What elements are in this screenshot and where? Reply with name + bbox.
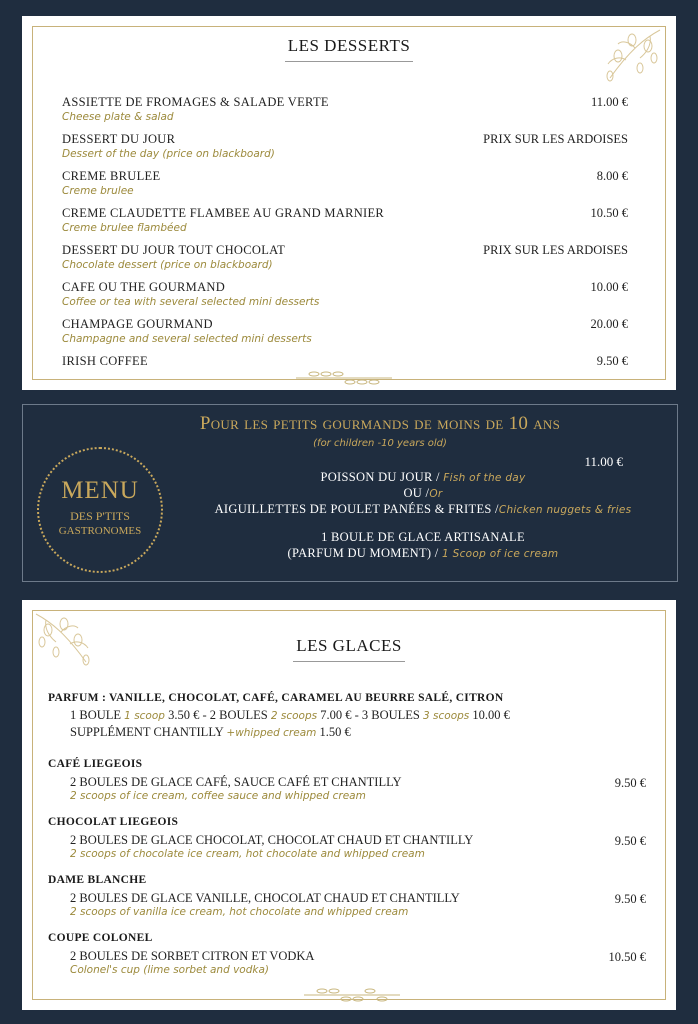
kids-chicken-en: Chicken nuggets & fries — [498, 504, 632, 516]
kids-line-chicken — [153, 502, 693, 517]
boule1-en: 1 scoop — [124, 710, 165, 722]
dessert-english: Creme brulee flambéed — [62, 222, 187, 234]
desserts-title: LES DESSERTS — [22, 36, 676, 62]
boule2-price: 7.00 € - 3 BOULES — [317, 708, 424, 722]
dessert-english: Dessert of the day (price on blackboard) — [62, 148, 275, 160]
glace-description: 2 BOULES DE SORBET CITRON ET VODKA — [70, 949, 315, 963]
boule3-price: 10.00 € — [469, 708, 510, 722]
dessert-english: Cheese plate & salad — [62, 111, 174, 123]
dessert-name: CREME BRULEE — [62, 169, 161, 183]
glace-heading: DAME BLANCHE — [48, 874, 147, 886]
glace-price: 9.50 € — [614, 892, 646, 906]
dessert-price: 10.50 € — [590, 206, 628, 220]
dessert-price: PRIX SUR LES ARDOISES — [483, 243, 628, 257]
dessert-name: ASSIETTE DE FROMAGES & SALADE VERTE — [62, 95, 329, 109]
dessert-english: Coffee or tea with several selected mini desserts — [62, 296, 320, 308]
glace-english: 2 scoops of vanilla ice cream, hot chocolate and whipped cream — [70, 906, 409, 918]
kids-line-fish — [153, 470, 693, 485]
dessert-english: Creme brulee — [62, 185, 134, 197]
dessert-name: CAFE OU THE GOURMAND — [62, 280, 226, 294]
kids-line-flavour — [153, 546, 693, 561]
kids-price: 11.00 € — [584, 454, 623, 469]
dessert-item — [62, 206, 628, 236]
boule3-en: 3 scoops — [423, 710, 470, 722]
dessert-item — [62, 280, 628, 310]
glace-heading: CAFÉ LIEGEOIS — [48, 758, 143, 770]
glace-heading: CHOCOLAT LIEGEOIS — [48, 816, 179, 828]
glace-price: 9.50 € — [614, 834, 646, 848]
kids-title: Pour les petits gourmands de moins de 10 ans — [199, 413, 561, 434]
dessert-item — [62, 132, 628, 162]
glace-description: 2 BOULES DE GLACE VANILLE, CHOCOLAT CHAUD ET CHANTILLY — [70, 891, 460, 905]
chantilly-price: 1.50 € — [316, 725, 351, 739]
kids-or-en: Or — [429, 488, 443, 500]
desserts-card — [22, 16, 676, 390]
parfum-heading: PARFUM : VANILLE, CHOCOLAT, CAFÉ, CARAMEL AU BEURRE SALÉ, CITRON — [48, 692, 504, 704]
badge-main: MENU — [61, 477, 139, 504]
dessert-name: DESSERT DU JOUR TOUT CHOCOLAT — [62, 243, 286, 257]
kids-chicken-fr: AIGUILLETTES DE POULET PANÉES & FRITES / — [214, 502, 499, 516]
dessert-name: DESSERT DU JOUR — [62, 132, 176, 146]
laurel-ornament-icon — [302, 986, 402, 1004]
badge-line2: GASTRONOMES — [58, 525, 142, 537]
glace-description: 2 BOULES DE GLACE CHOCOLAT, CHOCOLAT CHAUD ET CHANTILLY — [70, 833, 474, 847]
glace-heading: COUPE COLONEL — [48, 932, 153, 944]
kids-line-icecream — [153, 530, 693, 545]
glace-english: 2 scoops of ice cream, coffee sauce and whipped cream — [70, 790, 366, 802]
dessert-name: CHAMPAGE GOURMAND — [62, 317, 213, 331]
kids-fish-fr: POISSON DU JOUR / — [320, 470, 444, 484]
badge-line1: DES P'TITS — [70, 509, 130, 523]
dessert-item — [62, 317, 628, 347]
dessert-item — [62, 354, 628, 369]
dessert-item — [62, 95, 628, 125]
chantilly-fr: SUPPLÉMENT CHANTILLY — [70, 725, 227, 739]
dessert-item — [62, 243, 628, 273]
boule2-en: 2 scoops — [270, 710, 318, 722]
glaces-title: LES GLACES — [22, 636, 676, 662]
dessert-item — [62, 169, 628, 199]
dessert-name: IRISH COFFEE — [62, 354, 148, 368]
dessert-price: 20.00 € — [590, 317, 628, 331]
kids-flavour-fr: (PARFUM DU MOMENT) / — [287, 546, 442, 560]
kids-subtitle: (for children -10 years old) — [313, 438, 447, 449]
dessert-english: Chocolate dessert (price on blackboard) — [62, 259, 273, 271]
glaces-card — [22, 600, 676, 1010]
dessert-price: 9.50 € — [596, 354, 628, 368]
laurel-ornament-icon — [294, 368, 394, 386]
glace-english: Colonel's cup (lime sorbet and vodka) — [70, 964, 270, 976]
kids-icecream-fr: 1 BOULE DE GLACE ARTISANALE — [321, 530, 525, 544]
kids-line-or — [153, 486, 693, 501]
dessert-english: Champagne and several selected mini desserts — [62, 333, 312, 345]
kids-fish-en: Fish of the day — [443, 472, 526, 484]
glace-price: 10.50 € — [608, 950, 646, 964]
chantilly-en: +whipped cream — [226, 727, 317, 739]
kids-menu-panel — [22, 404, 678, 582]
dessert-price: PRIX SUR LES ARDOISES — [483, 132, 628, 146]
boule1-fr: 1 BOULE — [70, 708, 125, 722]
scoop-prices — [70, 708, 626, 723]
glace-description: 2 BOULES DE GLACE CAFÉ, SAUCE CAFÉ ET CHANTILLY — [70, 775, 402, 789]
dessert-price: 10.00 € — [590, 280, 628, 294]
kids-menu-badge — [37, 447, 163, 573]
glace-english: 2 scoops of chocolate ice cream, hot chocolate and whipped cream — [70, 848, 425, 860]
chantilly-supplement — [70, 725, 626, 740]
dessert-price: 8.00 € — [596, 169, 628, 183]
kids-flavour-en: 1 Scoop of ice cream — [442, 548, 559, 560]
glace-price: 9.50 € — [614, 776, 646, 790]
boule1-price: 3.50 € - 2 BOULES — [164, 708, 271, 722]
dessert-price: 11.00 € — [590, 95, 628, 109]
dessert-name: CREME CLAUDETTE FLAMBEE AU GRAND MARNIER — [62, 206, 385, 220]
kids-or-fr: OU / — [403, 486, 430, 500]
